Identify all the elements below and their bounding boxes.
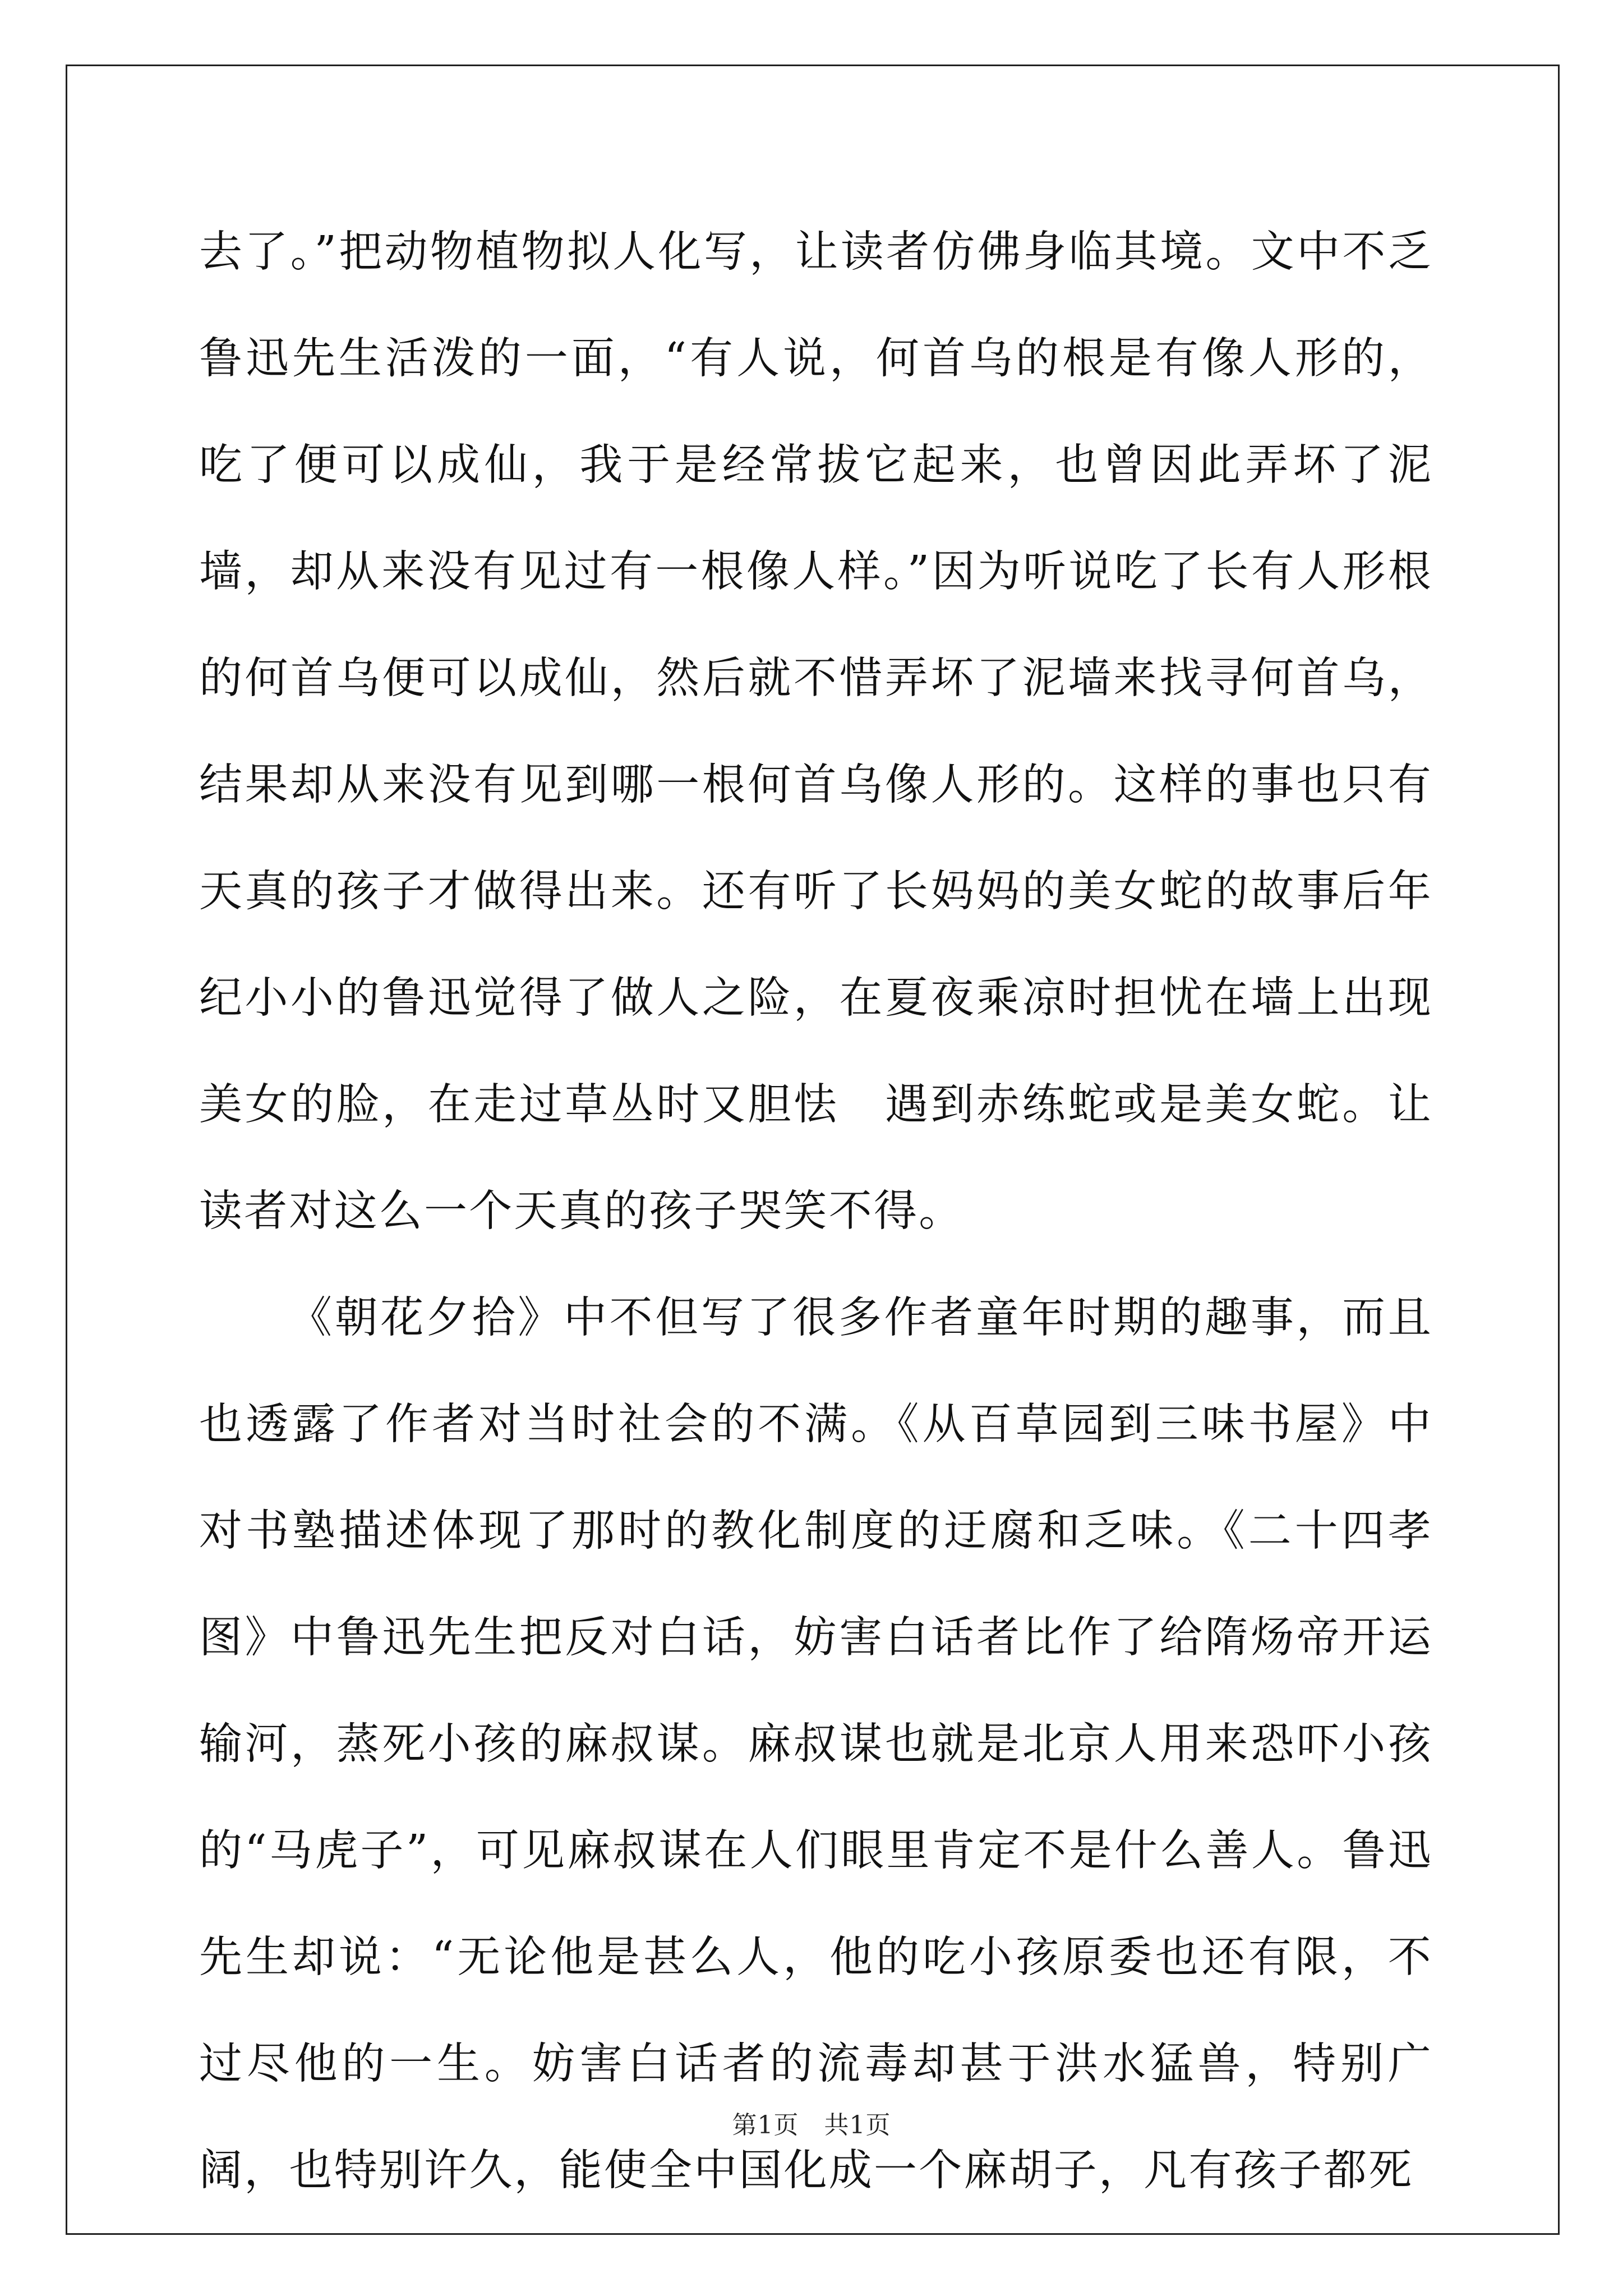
paragraph-2: 《朝花夕拾》中不但写了很多作者童年时期的趣事，而且也透露了作者对当时社会的不满。《从百草园到三味书屋》中对书塾描述体现了那时的教化制度的迂腐和乏味。《二十四孝图》中鲁迅先生把反对白话，妨害白话者比作了给隋炀帝开运输河，蒸死小孩的麻叔谋。麻叔谋也就是北京人用来恐吓小孩的“马虎子”，可见麻叔谋在人们眼里肯定不是什么善人。鲁迅先生却说：“无论他是甚么人，他的吃小孩原委也还有限，不过尽他的一生。妨害白话者的流毒却甚于洪水猛兽，特别广阔，也特别许久，能使全中国化成一个麻胡子，凡有孩子都死 [199, 1293, 1433, 2196]
paragraph-1: 去了。”把动物植物拟人化写，让读者仿佛身临其境。文中不乏鲁迅先生活泼的一面，“有人说，何首乌的根是有像人形的，吃了便可以成仙，我于是经常拔它起来，也曾因此弄坏了泥墙，却从来没有见过有一根像人样。”因为听说吃了长有人形根的何首乌便可以成仙，然后就不惜弄坏了泥墙来找寻何首乌，结果却从来没有见到哪一根何首乌像人形的。这样的事也只有天真的孩子才做得出来。还有听了长妈妈的美女蛇的故事后年纪小小的鲁迅觉得了做人之险，在夏夜乘凉时担忧在墙上出现美女的脸，在走过草丛时又胆怯 遇到赤练蛇或是美女蛇。让读者对这么一个天真的孩子哭笑不得。 [199, 227, 1433, 1236]
page-footer: 第1页 共1页 [732, 2111, 891, 2139]
document-body [199, 199, 1433, 2224]
